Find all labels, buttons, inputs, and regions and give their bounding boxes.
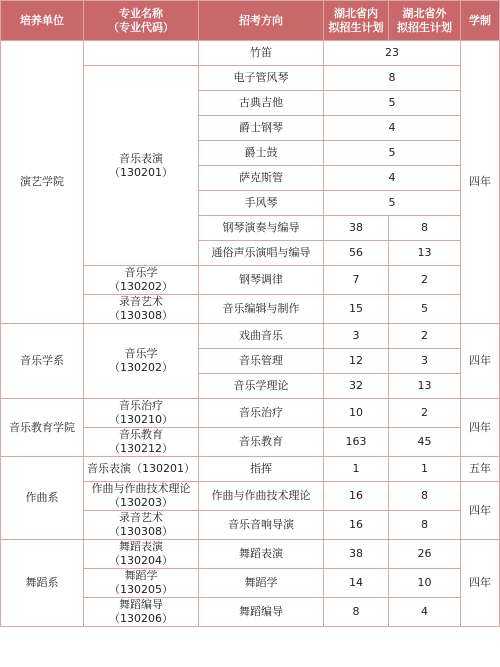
combined-plan-cell: 5 xyxy=(324,141,461,166)
direction-cell: 音乐编辑与制作 xyxy=(199,295,324,324)
major-cell xyxy=(84,511,199,540)
direction-cell: 指挥 xyxy=(199,457,324,482)
inner-plan-cell: 12 xyxy=(324,349,389,374)
outer-plan-cell: 8 xyxy=(389,511,461,540)
major-cell xyxy=(84,598,199,627)
major-code: （130204） xyxy=(109,554,173,567)
major-cell xyxy=(84,266,199,295)
outer-plan-cell: 2 xyxy=(389,399,461,428)
inner-plan-cell: 56 xyxy=(324,241,389,266)
direction-cell: 钢琴调律 xyxy=(199,266,324,295)
table-row xyxy=(1,41,500,66)
header-inner-plan xyxy=(324,1,389,41)
outer-plan-cell: 26 xyxy=(389,540,461,569)
inner-plan-cell: 8 xyxy=(324,598,389,627)
unit-cell: 音乐教育学院 xyxy=(1,399,84,457)
direction-cell: 音乐治疗 xyxy=(199,399,324,428)
inner-plan-cell: 38 xyxy=(324,540,389,569)
direction-cell: 音乐管理 xyxy=(199,349,324,374)
years-cell: 四年 xyxy=(461,41,500,324)
major-cell xyxy=(84,66,199,266)
outer-plan-cell: 10 xyxy=(389,569,461,598)
direction-cell: 钢琴演奏与编导 xyxy=(199,216,324,241)
header-outer-line1: 湖北省外 xyxy=(402,6,447,20)
inner-plan-cell: 7 xyxy=(324,266,389,295)
years-cell: 五年 xyxy=(461,457,500,482)
header-inner-line1: 湖北省内 xyxy=(334,6,378,20)
table-row xyxy=(1,324,500,349)
major-name: 音乐治疗 xyxy=(119,399,163,412)
unit-cell: 舞蹈系 xyxy=(1,540,84,627)
direction-cell: 萨克斯管 xyxy=(199,166,324,191)
major-cell xyxy=(84,295,199,324)
outer-plan-cell: 8 xyxy=(389,216,461,241)
major-code: （130202） xyxy=(109,280,173,293)
years-cell: 四年 xyxy=(461,399,500,457)
header-major xyxy=(84,1,199,41)
major-name: 音乐学 xyxy=(124,347,158,360)
header-unit: 培养单位 xyxy=(1,1,84,41)
header-inner-line2: 拟招生计划 xyxy=(328,20,384,34)
outer-plan-cell: 1 xyxy=(389,457,461,482)
major-name: 录音艺术 xyxy=(119,511,163,524)
major-code: （130206） xyxy=(109,612,173,625)
header-row xyxy=(1,1,500,41)
direction-cell: 竹笛 xyxy=(199,41,324,66)
major-cell xyxy=(84,540,199,569)
outer-plan-cell: 45 xyxy=(389,428,461,457)
direction-cell: 舞蹈编导 xyxy=(199,598,324,627)
direction-cell: 舞蹈学 xyxy=(199,569,324,598)
outer-plan-cell: 8 xyxy=(389,482,461,511)
header-direction: 招考方向 xyxy=(199,1,324,41)
direction-cell: 通俗声乐演唱与编导 xyxy=(199,241,324,266)
major-code: （130203） xyxy=(109,496,173,509)
inner-plan-cell: 15 xyxy=(324,295,389,324)
outer-plan-cell: 2 xyxy=(389,324,461,349)
direction-cell: 作曲与作曲技术理论 xyxy=(199,482,324,511)
combined-plan-cell: 5 xyxy=(324,91,461,116)
combined-plan-cell: 4 xyxy=(324,166,461,191)
outer-plan-cell: 13 xyxy=(389,374,461,399)
direction-cell: 电子管风琴 xyxy=(199,66,324,91)
direction-cell: 音乐教育 xyxy=(199,428,324,457)
inner-plan-cell: 1 xyxy=(324,457,389,482)
header-outer-line2: 拟招生计划 xyxy=(397,20,452,34)
major-code: （130308） xyxy=(109,309,173,322)
major-name: 录音艺术 xyxy=(119,295,163,308)
direction-cell: 音乐音响导演 xyxy=(199,511,324,540)
direction-cell: 音乐学理论 xyxy=(199,374,324,399)
header-major-line1: 专业名称 xyxy=(119,6,163,20)
inner-plan-cell: 10 xyxy=(324,399,389,428)
combined-plan-cell: 8 xyxy=(324,66,461,91)
major-name: 音乐教育 xyxy=(119,428,163,441)
inner-plan-cell: 38 xyxy=(324,216,389,241)
outer-plan-cell: 5 xyxy=(389,295,461,324)
major-cell xyxy=(84,569,199,598)
combined-plan-cell: 4 xyxy=(324,116,461,141)
major-name: 作曲与作曲技术理论 xyxy=(91,482,191,495)
outer-plan-cell: 2 xyxy=(389,266,461,295)
major-cell xyxy=(84,324,199,399)
outer-plan-cell: 4 xyxy=(389,598,461,627)
unit-cell: 作曲系 xyxy=(1,457,84,540)
header-years: 学制 xyxy=(461,1,500,41)
unit-cell: 演艺学院 xyxy=(1,41,84,324)
major-code: （130210） xyxy=(109,413,173,426)
major-code: （130201） xyxy=(109,165,173,179)
years-cell: 四年 xyxy=(461,324,500,399)
table-row xyxy=(1,399,500,428)
years-cell: 四年 xyxy=(461,540,500,627)
major-code: （130308） xyxy=(109,525,173,538)
unit-cell: 音乐学系 xyxy=(1,324,84,399)
direction-cell: 戏曲音乐 xyxy=(199,324,324,349)
outer-plan-cell: 3 xyxy=(389,349,461,374)
inner-plan-cell: 163 xyxy=(324,428,389,457)
major-cell-empty xyxy=(84,41,199,66)
inner-plan-cell: 32 xyxy=(324,374,389,399)
inner-plan-cell: 14 xyxy=(324,569,389,598)
table-row xyxy=(1,540,500,569)
major-cell xyxy=(84,399,199,428)
major-name: 舞蹈表演 xyxy=(119,540,163,553)
major-name: 音乐表演 xyxy=(119,151,163,165)
major-cell xyxy=(84,482,199,511)
direction-cell: 舞蹈表演 xyxy=(199,540,324,569)
inner-plan-cell: 16 xyxy=(324,511,389,540)
major-name: 舞蹈编导 xyxy=(119,598,163,611)
combined-plan-cell: 23 xyxy=(324,41,461,66)
inner-plan-cell: 3 xyxy=(324,324,389,349)
major-code: （130212） xyxy=(109,442,173,455)
major-name: 舞蹈学 xyxy=(124,569,158,582)
years-cell: 四年 xyxy=(461,482,500,540)
table-row xyxy=(1,457,500,482)
header-major-line2: （专业代码） xyxy=(108,20,174,34)
direction-cell: 爵士鼓 xyxy=(199,141,324,166)
major-cell xyxy=(84,428,199,457)
combined-plan-cell: 5 xyxy=(324,191,461,216)
outer-plan-cell: 13 xyxy=(389,241,461,266)
major-code: （130202） xyxy=(109,361,173,374)
direction-cell: 爵士钢琴 xyxy=(199,116,324,141)
major-name: 音乐学 xyxy=(124,266,158,279)
inner-plan-cell: 16 xyxy=(324,482,389,511)
direction-cell: 手风琴 xyxy=(199,191,324,216)
major-cell: 音乐表演（130201） xyxy=(84,457,199,482)
direction-cell: 古典吉他 xyxy=(199,91,324,116)
major-code: （130205） xyxy=(109,583,173,596)
header-outer-plan xyxy=(389,1,461,41)
